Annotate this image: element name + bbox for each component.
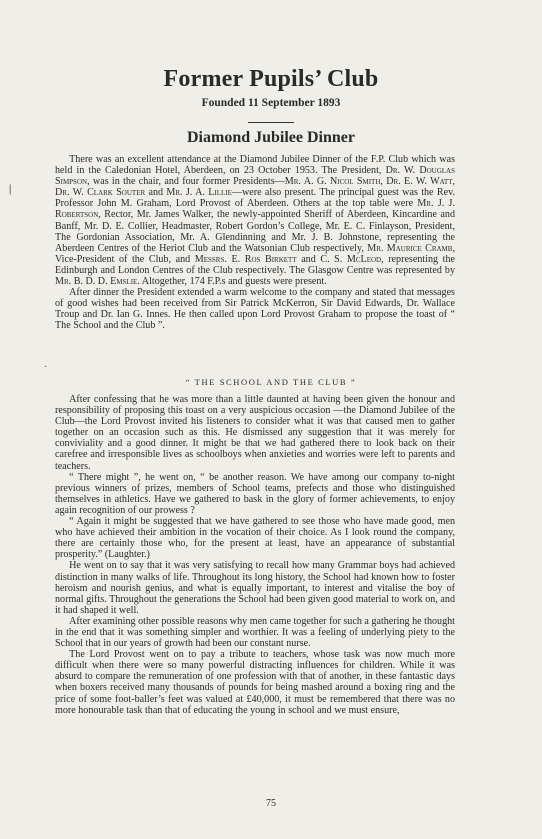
margin-dot: · (44, 362, 48, 373)
section-title: Diamond Jubilee Dinner (186, 129, 355, 146)
small-caps-name: C. S. McLeod (320, 253, 382, 265)
page-subtitle: Founded 11 September 1893 (201, 97, 341, 109)
toast-paragraph: The Lord Provost went on to pay a tribute to teachers, whose task was now much more difficult when there were so many powerful distracting influences for children. While it was absurd to compare the remuneration of one profession with that of another, in these fantastic days when boxers received many thousands of pounds for being mashed around a boxing ring and the price of some foot-baller’s feet was valued at £40,000, it must be remembered that there was no more honourable task than that of educating the young in school and we must ensure, (55, 649, 455, 716)
toast-paragraph: After confessing that he was more than a little daunted at having been given the honour and responsibility of proposing this toast on a very auspicious occasion —the Diamond Jubilee of the Club—the Lord Provost invited his listeners to consider what it was that caused men to gather together on an occasion such as this. He dismissed any suggestion that it was merely for conviviality and a good dinner. It might be that we had gathered there to look back on their carefree and irresponsible lives as schoolboys when anxieties and worries were left to parents and teachers. (55, 394, 455, 472)
small-caps-name: Messrs. E. Ros Birkett (194, 253, 297, 265)
small-caps-name: Mr. J. J. Robertson (55, 198, 456, 221)
toast-paragraph: “ Again it might be suggested that we have gathered to see those who have made good, men who have achieved their ambition in the vocation of their choice. As I look round the company, there are certainly those who, for the present at least, have an appearance of substantial prosperity.” (Laughter.) (55, 516, 455, 561)
small-caps-name: Mr. B. D. D. Emslie (55, 276, 138, 288)
toast-paragraph: After examining other possible reasons why men came together for such a gathering he thought in the end that it was something simpler and worthier. It was a feeling of underlying piety to the School that in our years of growth had been our constant nurse. (55, 615, 455, 650)
page-number: 75 (266, 798, 276, 809)
toast-heading: “ THE SCHOOL AND THE CLUB ” (185, 377, 357, 387)
small-caps-name: Mr. A. G. Nicol Smith, Dr. E. W. Watt, Dr. W. Clark Souter (55, 176, 455, 199)
small-caps-name: Mr. J. A. Lillie (166, 187, 232, 199)
toast-paragraph: “ There might ”, he went on, “ be another reason. We have among our company to-night previous winners of prizes, members of School teams, prefects and those who distinguished themselves in athletics. Have we gathered to bask in the glory of former achievements, to enjoy again recognition of our prowess ? (55, 471, 455, 516)
intro-text (55, 154, 455, 332)
small-caps-name: Mr. Maurice Cramb (367, 242, 453, 254)
intro-paragraph: There was an excellent attendance at the Diamond Jubilee Dinner of the F.P. Club which was held in the Caledonian Hotel, Aberdeen, on 23 October 1953. The President, Dr. W. Douglas Simpson, was in the chair, and four former Presidents—Mr. A. G. Nicol Smith, Dr. E. W. Watt, Dr. W. Clark Souter and Mr. J. A. Lillie—were also present. The principal guest was the Rev. Professor John M. Graham, Lord Provost of Aberdeen. Others at the top table were Mr. J. J. Robertson, Rector, Mr. James Walker, the newly-appointed Sheriff of Aberdeen, Kincardine and Banff, Mr. D. E. Collier, Headmaster, Robert Gordon’s College, Mr. E. C. Finlayson, President, The Gordonian Association, Mr. A. Glendinning and Mr. J. B. Johnstone, representing the Aberdeen Centres of the Heriot Club and the Watsonian Club respectively, Mr. Maurice Cramb, Vice-President of the Club, and Messrs. E. Ros Birkett and C. S. McLeod, representing the Edinburgh and London Centres of the Club respectively. The Glasgow Centre was represented by Mr. B. D. D. Emslie. Altogether, 174 F.P.s and guests were present. (55, 154, 456, 288)
toast-text (55, 394, 455, 716)
small-caps-name: Dr. W. Douglas Simpson (55, 165, 455, 188)
toast-paragraph: He went on to say that it was very satisfying to recall how many Grammar boys had achieved distinction in many walks of life. Throughout its long history, the School had known how to foster heroism and nourish genius, and what is equally important, to interest and vitalise the boy of normal gifts. Throughout the generations the School had been given good material to work on, and it had shaped it well. (55, 560, 455, 616)
title-divider (248, 122, 294, 123)
page-title: Former Pupils’ Club (163, 66, 379, 92)
intro-paragraph: After dinner the President extended a warm welcome to the company and stated that messages of good wishes had been received from Sir Patrick McKerron, Sir David Edwards, Dr. Wallace Troup and Dr. Ian G. Innes. He then called upon Lord Provost Graham to propose the toast of “ The School and the Club ”. (55, 287, 455, 332)
margin-mark: ❘ (6, 184, 15, 195)
